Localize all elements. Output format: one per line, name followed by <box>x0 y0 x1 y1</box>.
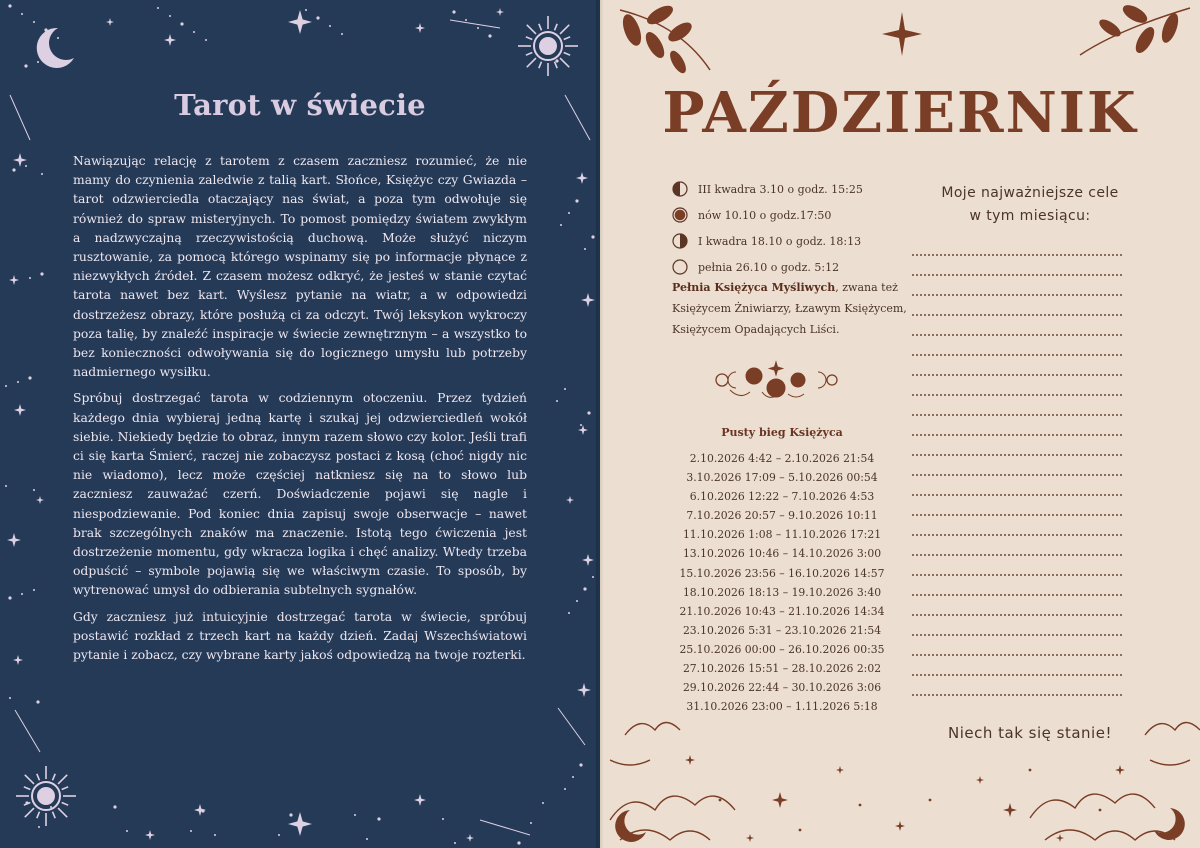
paragraph: Spróbuj dostrzegać tarota w codziennym otoczeniu. Przez tydzień każdego dnia wybieraj jedną kartę i szukaj jej odzwierciedleń wokół siebie. Niekiedy będzie to obraz, innym razem słowo czy kolor. Jeśli trafi ci się karta Śmierć, raczej nie zobaczysz postaci z kosą (choć nigdy nic nie wiadomo), lecz może częściej natkniesz się na to słowo lub zaczniesz zauważać czerń. Doświadczenie pojawi się nagle i niespodziewanie. Pod koniec dnia zapisuj swoje obserwacje – nawet brak szczególnych znaków ma znaczenie. Istotą tego ćwiczenia jest dostrzeżenie momentu, gdy wkracza logika i chęć analizy. Wtedy trzeba odpuścić – symbole pojawią się we właściwym czasie. To sposób, by wytrenować umysł do odbierania subtelnych sygnałów. <box>73 391 527 598</box>
star-icon <box>976 776 984 784</box>
goal-line[interactable] <box>912 376 1122 396</box>
list-item: 2.10.2026 4:42 – 2.10.2026 21:54 <box>689 452 875 465</box>
star-icon <box>576 172 588 184</box>
goal-line[interactable] <box>912 476 1122 496</box>
sun-icon <box>16 766 76 826</box>
goal-line[interactable] <box>912 636 1122 656</box>
star-icon <box>13 655 23 665</box>
goal-line[interactable] <box>912 556 1122 576</box>
goal-line[interactable] <box>912 416 1122 436</box>
void-title: Pusty bieg Księżyca <box>721 426 843 439</box>
moon-phases-ornament-icon <box>710 358 845 408</box>
goal-line[interactable] <box>912 296 1122 316</box>
goals-title-line: Moje najważniejsze cele <box>941 185 1119 201</box>
void-of-course-block <box>672 426 892 716</box>
list-item: 29.10.2026 22:44 – 30.10.2026 3:06 <box>682 681 882 695</box>
list-item: 21.10.2026 10:43 – 21.10.2026 14:34 <box>679 604 885 618</box>
goal-line[interactable] <box>912 596 1122 616</box>
star-icon <box>14 404 26 416</box>
leaf-branch-icon <box>1080 2 1190 55</box>
goals-title <box>910 182 1150 228</box>
goal-line[interactable] <box>912 536 1122 556</box>
star-icon <box>895 821 905 831</box>
goal-line[interactable] <box>912 236 1122 256</box>
full-moon-names-text: , zwana też Księżycem Żniwiarzy, Łzawym Księżycem, Księżycem Opadających Liści. <box>672 281 907 336</box>
list-item: 11.10.2026 1:08 – 11.10.2026 17:21 <box>682 528 882 542</box>
goals-writing-lines[interactable] <box>912 236 1122 696</box>
goal-line[interactable] <box>912 356 1122 376</box>
goal-line[interactable] <box>912 396 1122 416</box>
star-icon <box>288 10 312 34</box>
star-icon <box>836 766 844 774</box>
goal-line[interactable] <box>912 276 1122 296</box>
star-icon <box>772 792 788 808</box>
star-icon <box>566 496 574 504</box>
void-periods-list <box>672 449 892 716</box>
list-item <box>672 176 912 202</box>
sun-icon <box>518 16 578 76</box>
star-icon <box>7 533 21 547</box>
article-body <box>73 152 527 672</box>
star-icon <box>1003 803 1017 817</box>
leaf-branch-icon <box>620 3 710 75</box>
list-item: 31.10.2026 23:00 – 1.11.2026 5:18 <box>686 700 878 714</box>
full-moon-icon <box>672 259 688 275</box>
goal-line[interactable] <box>912 656 1122 676</box>
list-item: 23.10.2026 5:31 – 23.10.2026 21:54 <box>682 623 882 637</box>
right-page <box>600 0 1200 848</box>
star-icon <box>577 683 591 697</box>
page-title: Tarot w świecie <box>174 88 426 122</box>
goal-line[interactable] <box>912 436 1122 456</box>
star-icon <box>13 153 27 167</box>
last-quarter-moon-icon <box>672 181 688 197</box>
list-item: 13.10.2026 10:46 – 14.10.2026 3:00 <box>682 547 882 561</box>
goal-line[interactable] <box>912 336 1122 356</box>
star-icon <box>578 425 588 435</box>
list-item: 3.10.2026 17:09 – 5.10.2026 00:54 <box>686 471 878 485</box>
star-icon <box>496 8 504 16</box>
star-icon <box>145 830 155 840</box>
crescent-moon-icon <box>534 778 570 813</box>
star-icon <box>581 293 595 307</box>
goal-line[interactable] <box>912 676 1122 696</box>
list-item <box>672 202 912 228</box>
goal-line[interactable] <box>912 576 1122 596</box>
goals-title-line: w tym miesiącu: <box>969 208 1091 224</box>
star-icon <box>9 275 19 285</box>
closing-phrase: Niech tak się stanie! <box>948 724 1112 742</box>
phase-text: pełnia 26.10 o godz. 5:12 <box>698 260 840 274</box>
crescent-moon-icon <box>37 28 74 68</box>
goal-line[interactable] <box>912 256 1122 276</box>
new-moon-icon <box>672 207 688 223</box>
list-item: 7.10.2026 20:57 – 9.10.2026 10:11 <box>686 509 878 523</box>
month-title: PAŹDZIERNIK <box>662 80 1138 146</box>
goal-line[interactable] <box>912 616 1122 636</box>
star-icon <box>582 554 594 566</box>
list-item: 15.10.2026 23:56 – 16.10.2026 14:57 <box>679 566 885 580</box>
moon-phases-list <box>672 176 912 280</box>
star-icon <box>164 34 176 46</box>
phase-text: I kwadra 18.10 o godz. 18:13 <box>698 234 862 248</box>
star-icon <box>415 23 425 33</box>
star-icon <box>746 834 754 842</box>
paragraph: Gdy zaczniesz już intuicyjnie dostrzegać tarota w świecie, spróbuj postawić rozkład z trzech kart na każdy dzień. Zadaj Wszechświatowi pytanie i zobacz, czy wybrane karty jakoś odpowiedzą na twoje rozterki. <box>73 609 527 663</box>
star-icon <box>36 496 44 504</box>
star-icon <box>106 18 114 26</box>
goal-line[interactable] <box>912 496 1122 516</box>
list-item: 18.10.2026 18:13 – 19.10.2026 3:40 <box>682 585 882 599</box>
star-icon <box>685 755 695 765</box>
full-moon-name: Pełnia Księżyca Myśliwych <box>672 281 836 294</box>
goal-line[interactable] <box>912 316 1122 336</box>
list-item: 6.10.2026 12:22 – 7.10.2026 4:53 <box>689 490 875 504</box>
paragraph: Nawiązując relację z tarotem z czasem zaczniesz rozumieć, że nie mamy do czynienia zaledwie z talią kart. Słońce, Księżyc czy Gwiazda – tarot odzwierciedla otaczający nas świat, a poza tym odwołuje się również do spraw misteryjnych. To pomost pomiędzy światem zwykłym a nadzwyczajną rzeczywistością duchową. Może służyć niczym rusztowanie, za pomocą którego wspinamy się po informacje płynące z niezwykłych źródeł. Z czasem możesz odkryć, że jesteś w stanie czytać tarota nawet bez kart. Wyślesz pytanie na wiatr, a w odpowiedzi dostrzeżesz obrazy, które posłużą ci za odczyt. Twój leksykon wykroczy poza talię, by znaleźć inspiracje w świecie zewnętrznym – a wszystko to bez konieczności odwoływania się do logicznego umysłu lub potrzeby nadmiernego wysiłku. <box>73 154 527 380</box>
list-item: 27.10.2026 15:51 – 28.10.2026 2:02 <box>682 662 882 676</box>
phase-text: nów 10.10 o godz.17:50 <box>698 208 832 222</box>
phase-text: III kwadra 3.10 o godz. 15:25 <box>698 182 863 196</box>
first-quarter-moon-icon <box>672 233 688 249</box>
star-icon <box>882 12 922 56</box>
star-icon <box>1056 834 1064 842</box>
list-item: 25.10.2026 00:00 – 26.10.2026 00:35 <box>679 642 885 656</box>
goal-line[interactable] <box>912 516 1122 536</box>
full-moon-description <box>672 277 912 340</box>
goal-line[interactable] <box>912 456 1122 476</box>
star-icon <box>466 834 474 842</box>
star-icon <box>1115 765 1125 775</box>
star-icon <box>414 794 426 806</box>
list-item <box>672 228 912 254</box>
